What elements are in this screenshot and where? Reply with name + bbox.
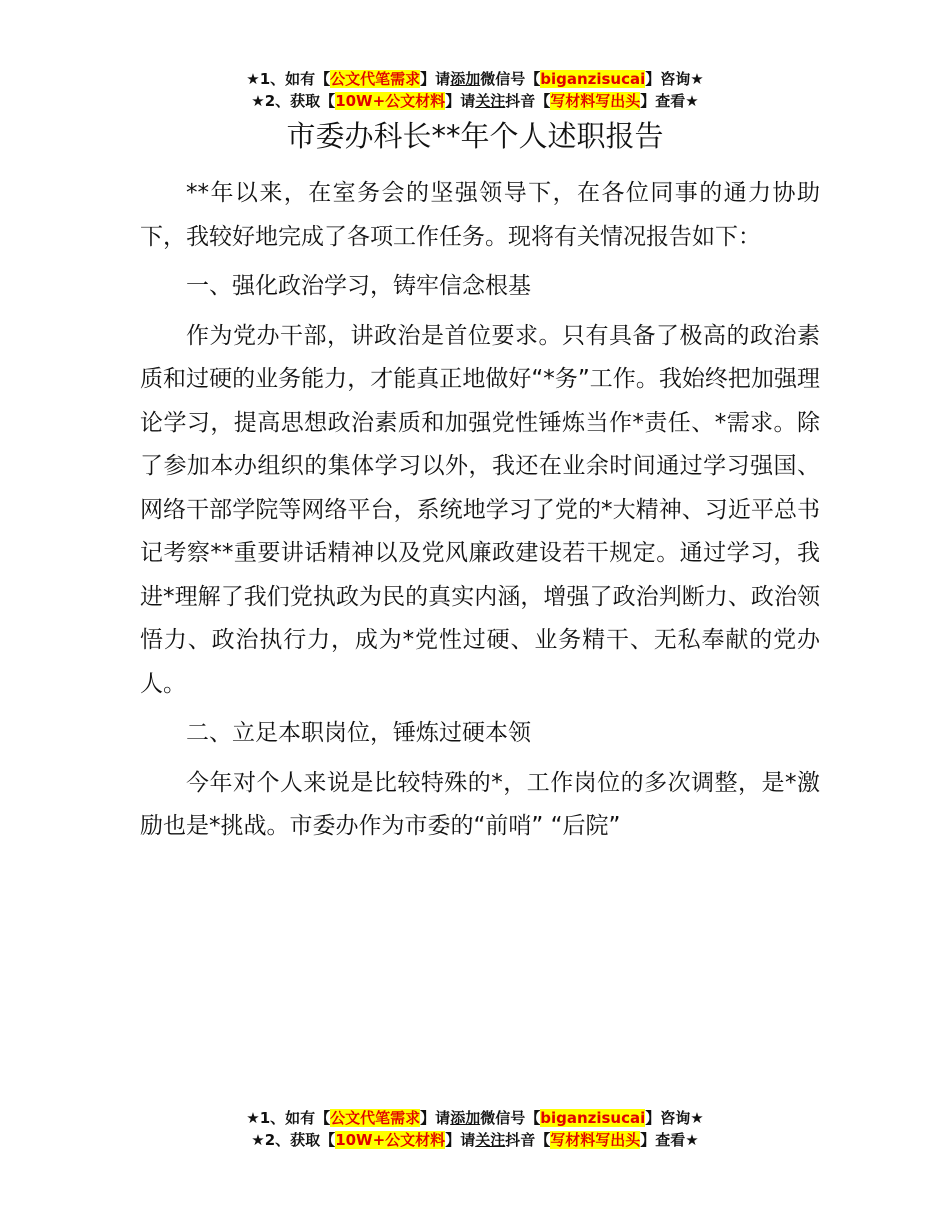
banner-text: 】请 [445,92,476,110]
banner-highlight: 公文代笔需求 [330,1109,421,1127]
banner-emphasis: 添加 [450,70,481,88]
banner-text: 抖音【 [505,92,551,110]
banner-emphasis: 添加 [450,1109,481,1127]
banner-text: 】查看★ [640,92,699,110]
banner-highlight: 公文代笔需求 [330,70,421,88]
banner-emphasis: 关注 [475,1131,506,1149]
section-heading-1: 一、强化政治学习，铸牢信念根基 [186,273,531,299]
banner-text: 抖音【 [505,1131,551,1149]
banner-highlight: biganzisucai [540,1109,646,1127]
header-banner [0,68,950,112]
banner-text: ★2、获取【 [251,92,336,110]
document-title: 市委办科长**年个人述职报告 [286,119,664,153]
banner-text: ★1、如有【 [246,70,331,88]
paragraph-intro: **年以来，在室务会的坚强领导下，在各位同事的通力协助下，我较好地完成了各项工作任务。现将有关情况报告如下： [140,180,820,250]
banner-line-2 [0,1129,950,1151]
banner-text: 】咨询★ [645,1109,704,1127]
banner-text: 】查看★ [640,1131,699,1149]
banner-line-2 [0,90,950,112]
banner-text: ★2、获取【 [251,1131,336,1149]
banner-text: 微信号【 [480,1109,541,1127]
paragraph-section-2: 今年对个人来说是比较特殊的*，工作岗位的多次调整，是*激励也是*挑战。市委办作为市委的“前哨” “后院” [140,769,820,839]
banner-highlight: 10W+公文材料 [335,92,446,110]
banner-highlight: 写材料写出头 [550,92,641,110]
banner-text: 微信号【 [480,70,541,88]
banner-text: 】请 [445,1131,476,1149]
footer-banner [0,1107,950,1151]
document-body [140,172,820,849]
banner-line-1 [0,68,950,90]
banner-highlight: 10W+公文材料 [335,1131,446,1149]
banner-text: 】请 [420,70,451,88]
banner-text: 】请 [420,1109,451,1127]
banner-highlight: 写材料写出头 [550,1131,641,1149]
banner-line-1 [0,1107,950,1129]
banner-text: ★1、如有【 [246,1109,331,1127]
banner-emphasis: 关注 [475,92,506,110]
paragraph-section-1: 作为党办干部，讲政治是首位要求。只有具备了极高的政治素质和过硬的业务能力，才能真正地做好“*务”工作。我始终把加强理论学习，提高思想政治素质和加强党性锤炼当作*责任、*需求。除了参加本办组织的集体学习以外，我还在业余时间通过学习强国、网络干部学院等网络平台，系统地学习了党的*大精神、习近平总书记考察**重要讲话精神以及党风廉政建设若干规定。通过学习，我进*理解了我们党执政为民的真实内涵，增强了政治判断力、政治领悟力、政治执行力，成为*党性过硬、业务精干、无私奉献的党办人。 [140,322,820,697]
section-heading-2: 二、立足本职岗位，锤炼过硬本领 [186,720,531,746]
banner-text: 】咨询★ [645,70,704,88]
banner-highlight: biganzisucai [540,70,646,88]
